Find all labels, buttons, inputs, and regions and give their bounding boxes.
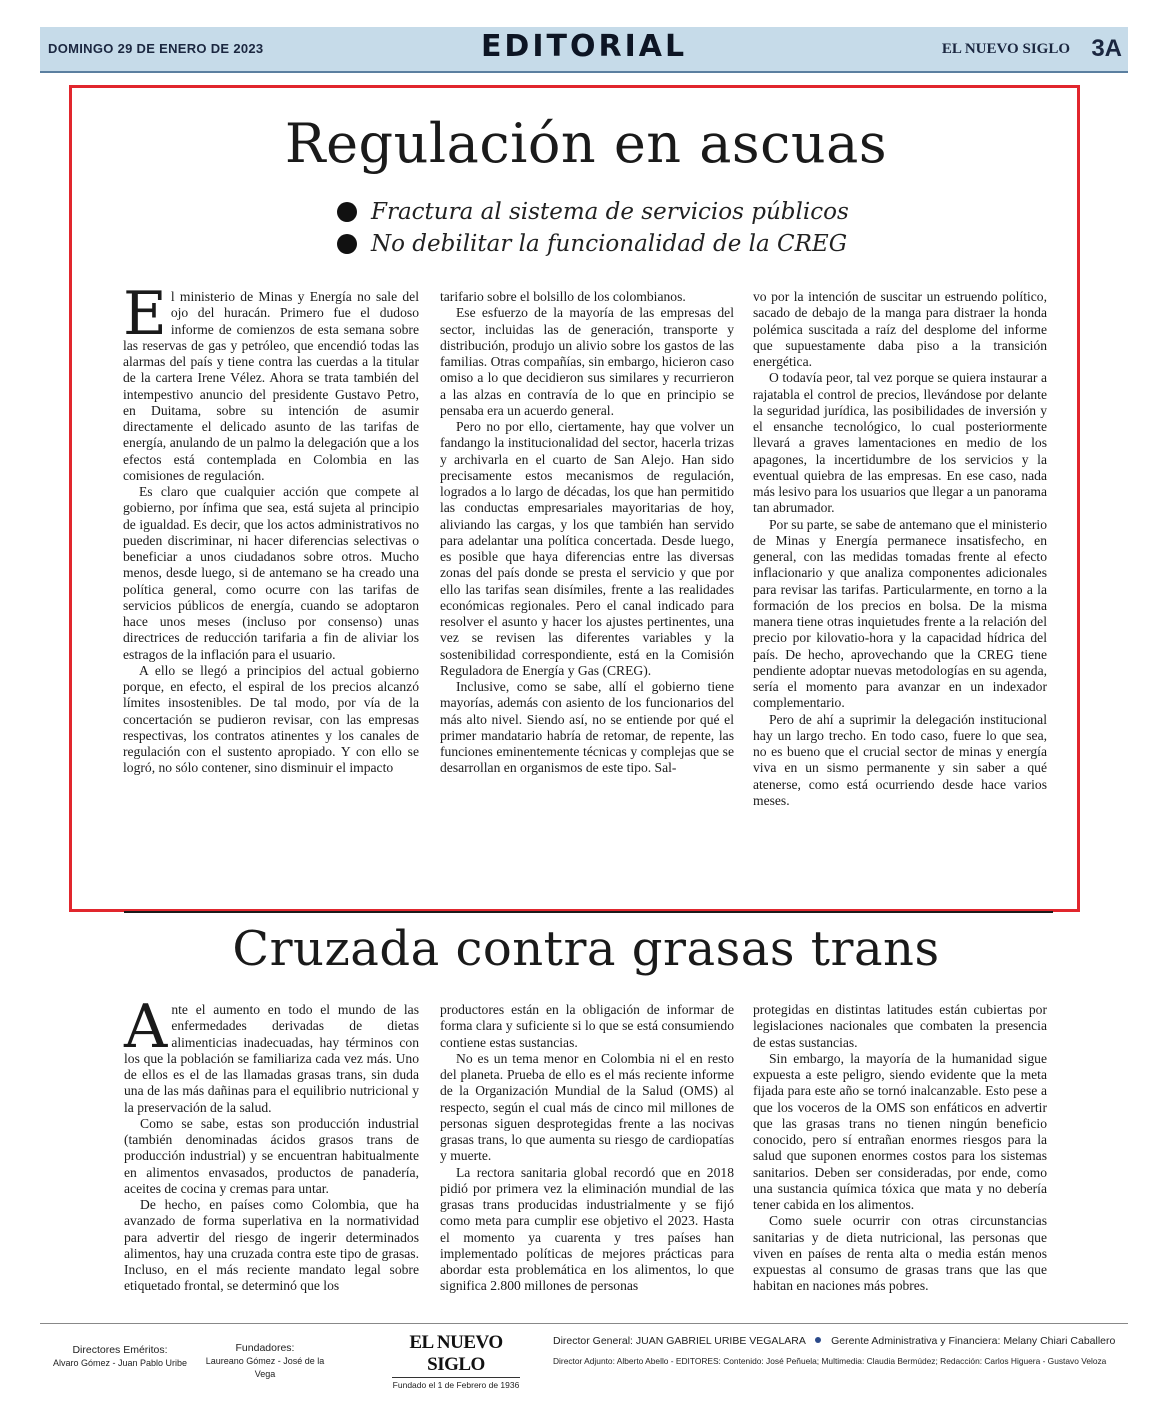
paragraph: Inclusive, como se sabe, allí el gobierno tiene mayorías, además con asiento de los funcionarios del más alto nivel. Siendo así, no se entiende por qué el primer mandatario habría de retomar, de repente, las funciones eminentemente técnicas y complejas que se desarrollan en organismos de este tipo. Sal- — [440, 679, 734, 776]
founded-date: Fundado el 1 de Febrero de 1936 — [392, 1380, 520, 1390]
deck-line — [337, 196, 937, 228]
editorial-2-column-3 — [753, 1002, 1047, 1295]
section-divider — [124, 911, 1053, 913]
paragraph: Ese esfuerzo de la mayoría de las empresas del sector, incluidas las de generación, transporte y distribución, produjo un alivio sobre los gastos de las familias. Otras compañías, sin embargo, hicieron caso omiso a lo que decidieron sus similares y recurrieron a las alzas en contravía de lo que en principio se pensaba era un acuerdo general. — [440, 305, 734, 418]
paragraph: Es claro que cualquier acción que compete al gobierno, por ínfima que sea, está sujeta al principio de igualdad. Es decir, que los actos administrativos no pueden discriminar, ni hacer diferencias selectivas o beneficiar a unos ciudadanos sobre otros. Mucho menos, desde luego, si de antemano se ha creado una política general, como ocurre con las tarifas de servicios públicos de energía, cuando se adoptaron hace unos meses (incluso por consenso) unas directrices de reducción tarifaria a fin de aliviar los estragos de la inflación para el usuario. — [123, 484, 419, 662]
footer-divider — [40, 1323, 1128, 1324]
staff-credits — [553, 1334, 1143, 1368]
paragraph: O todavía peor, tal vez porque se quiera instaurar a rajatabla el control de precios, llevándose por delante la seguridad jurídica, las posibilidades de inversión y el ensanche tecnológico, lo cual posteriormente llevará a graves lamentaciones en medio de los apagones, la incertidumbre de los servicios y la eventual quiebra de las empresas. En ese caso, nada más lesivo para los usuarios que llegar a un panorama tan abrumador. — [753, 370, 1047, 516]
deck-text: No debilitar la funcionalidad de la CREG — [371, 231, 848, 257]
paragraph: Como se sabe, estas son producción industrial (también denominadas ácidos grasos trans de producción industrial) y se encuentran habitualmente en alimentos envasados, productos de panadería, aceites de cocina y cremas para untar. — [124, 1115, 419, 1196]
founders-names: Laureano Gómez - José de la Vega — [205, 1356, 325, 1379]
paragraph: productores están en la obligación de informar de forma clara y suficiente si lo que se está consumiendo contiene estas sustancias. — [440, 1002, 734, 1050]
page-header — [40, 27, 1128, 73]
paragraph: vo por la intención de suscitar un estruendo político, sacado de debajo de la manga para distraer la honda polémica suscitada a raíz del desplome del informe que supuestamente daba piso a la transición energética. — [753, 289, 1047, 369]
deck-text: Fractura al sistema de servicios públicos — [371, 199, 849, 225]
director-general-name: JUAN GABRIEL URIBE VEGALARA — [635, 1335, 806, 1347]
paragraph: A ello se llegó a principios del actual gobierno porque, en efecto, el espiral de los precios alcanzó límites insostenibles. De tal modo, por vía de la concertación se pudieron revisar, con las empresas respectivas, los contratos atinentes y los canales de regulación con el sustento apropiado. Y con ello se logró, no sólo contener, sino disminuir el impacto — [123, 662, 419, 776]
paragraph: tarifario sobre el bolsillo de los colombianos. — [440, 289, 686, 304]
logo-text: EL NUEVO SIGLO — [392, 1332, 520, 1378]
gerente-label: Gerente Administrativa y Financiera: — [831, 1335, 1001, 1347]
paragraph: Pero no por ello, ciertamente, hay que volver un fandango la institucionalidad del sector, hacerla trizas y archivarla en el cuarto de San Alejo. Han sido precisamente estos mecanismos de regulación, logrados a lo largo de décadas, los que han permitido las conductas empresariales mayoritarias de hoy, aliviando las cargas, y los que también han servido para adelantar una política concertada. Desde luego, es posible que haya diferencias entre las diversas zonas del país donde se presta el servicio y que por ello las tarifas sean disímiles, frente a las realidades económicas regionales. Pero el canal indicado para resolver el asunto y hacer los ajustes pertinentes, una vez se revisen las diferentes variables y la sostenibilidad correspondiente, está en la Comisión Reguladora de Energía y Gas (CREG). — [440, 419, 734, 678]
editorial-1-column-3 — [753, 289, 1047, 809]
paragraph: Por su parte, se sabe de antemano que el ministerio de Minas y Energía permanece insatisfecho, en general, con las medidas tomadas frente al efecto inflacionario y que analiza componentes adicionales para revisar las tarifas. Particularmente, en torno a la formación de los precios en bolsa. De la misma manera tiene otras inquietudes frente a la relación del precio por kilovatio-hora y la capacidad hídrica del país. De hecho, aprovechando que la CREG tiene pendiente adoptar nuevas metodologías en su agenda, sería el momento para avanzar en un indexador complementario. — [753, 516, 1047, 711]
editorial-1-column-2 — [440, 289, 734, 777]
newspaper-brand: EL NUEVO SIGLO — [941, 41, 1070, 57]
editorial-2-column-2 — [440, 1002, 734, 1295]
founders — [195, 1342, 335, 1381]
editorial-1-decks — [337, 196, 937, 260]
paragraph: La rectora sanitaria global recordó que en 2018 pidió por primera vez la eliminación mundial de las grasas trans producidas industrialmente y se fijó como meta para cumplir ese objetivo el 2023. Hasta el momento ya cuarenta y tres países han implementado políticas de mejores prácticas para abordar esta problemática en los alimentos, lo que significa 2.800 millones de personas — [440, 1164, 734, 1294]
paragraph: No es un tema menor en Colombia ni el en resto del planeta. Prueba de ello es el más reciente informe de la Organización Mundial de la Salud (OMS) al respecto, según el cual más de cinco mil millones de personas siguen desprotegidas frente a las nocivas grasas trans, lo que aumenta su riesgo de cardiopatías y muerte. — [440, 1050, 734, 1164]
separator-dot-icon — [815, 1337, 821, 1343]
founders-label: Fundadores: — [235, 1342, 295, 1354]
gerente-name: Melany Chiari Caballero — [1003, 1335, 1116, 1347]
emeritus-label: Directores Eméritos: — [72, 1344, 168, 1356]
editorial-1-column-1 — [123, 279, 419, 777]
paragraph: Ante el aumento en todo el mundo de las enfermedades derivadas de dietas alimenticias inadecuadas, hay términos con los que la población se familiariza cada vez más. Uno de ellos es el de las llamadas grasas trans, sin duda una de las más dañinas para el equilibrio nutricional y la preservación de la salud. — [124, 992, 419, 1115]
director-general-label: Director General: — [553, 1335, 633, 1347]
editorial-1-title: Regulación en ascuas — [284, 112, 888, 175]
staff-line: Director Adjunto: Alberto Abello - EDITORES: Contenido: José Peñuela; Multimedia: Claudia Bermúdez; Redacción: Carlos Higuera - Gustavo Veloza — [553, 1356, 1107, 1366]
bullet-icon — [337, 234, 357, 254]
header-date: DOMINGO 29 DE ENERO DE 2023 — [48, 41, 264, 56]
paragraph: Pero de ahí a suprimir la delegación institucional hay un largo trecho. En todo caso, fuere lo que sea, no es bueno que el crucial sector de minas y energía viva en un sismo permanente y sin saber a qué atenerse, como está ocurriendo desde hace varios meses. — [753, 711, 1047, 808]
directors-emeritus — [40, 1344, 200, 1370]
paragraph: Como suele ocurrir con otras circunstancias sanitarias y de dieta nutricional, las personas que viven en países de renta alta o media están menos expuestas al consumo de grasas trans que las que habitan en naciones más pobres. — [753, 1213, 1047, 1294]
editorial-2-title: Cruzada contra grasas trans — [232, 921, 940, 977]
page-number: 3A — [1091, 35, 1122, 62]
staff-row-1 — [553, 1334, 1143, 1348]
emeritus-names: Alvaro Gómez - Juan Pablo Uribe — [52, 1358, 188, 1368]
editorial-2-column-1 — [124, 992, 419, 1295]
paragraph: Sin embargo, la mayoría de la humanidad sigue expuesta a este peligro, siendo evidente que la meta fijada para este año se tornó inalcanzable. Esto pese a que los voceros de la OMS son enfáticos en advertir que las grasas trans no tienen ningún beneficio conocido, pero sí entrañan enormes riesgos para la salud que suponen enormes costos para los sistemas sanitarios. Deben ser consideradas, por ende, como una sustancia química tóxica que mata y no debería tener cabida en los alimentos. — [753, 1050, 1047, 1212]
paragraph: El ministerio de Minas y Energía no sale del ojo del huracán. Primero fue el dudoso informe de comienzos de esta semana sobre las reservas de gas y petróleo, que encendió todas las alarmas del país y tiene contra las cuerdas a la titular de la cartera Irene Vélez. Ahora se trata también del intempestivo anuncio del presidente Gustavo Petro, en Duitama, sobre su intención de asumir directamente el delicado asunto de las tarifas de energía, anulando de un palmo la delegación que a los efectos está contemplada en Colombia en las comisiones de regulación. — [123, 279, 419, 483]
bullet-icon — [337, 202, 357, 222]
paragraph: De hecho, en países como Colombia, que ha avanzado de forma superlativa en la normatividad para advertir del riesgo de ingerir determinados alimentos, hay una cruzada contra este tipo de grasas. Incluso, en el más reciente mandato legal sobre etiquetado frontal, se determinó que los — [124, 1197, 419, 1294]
newspaper-logo — [392, 1332, 520, 1390]
masthead-footer — [0, 1330, 1172, 1390]
paragraph: protegidas en distintas latitudes están cubiertas por legislaciones nacionales que combaten la presencia de estas sustancias. — [753, 1002, 1047, 1050]
section-title: EDITORIAL — [480, 29, 688, 64]
deck-line — [337, 228, 937, 260]
